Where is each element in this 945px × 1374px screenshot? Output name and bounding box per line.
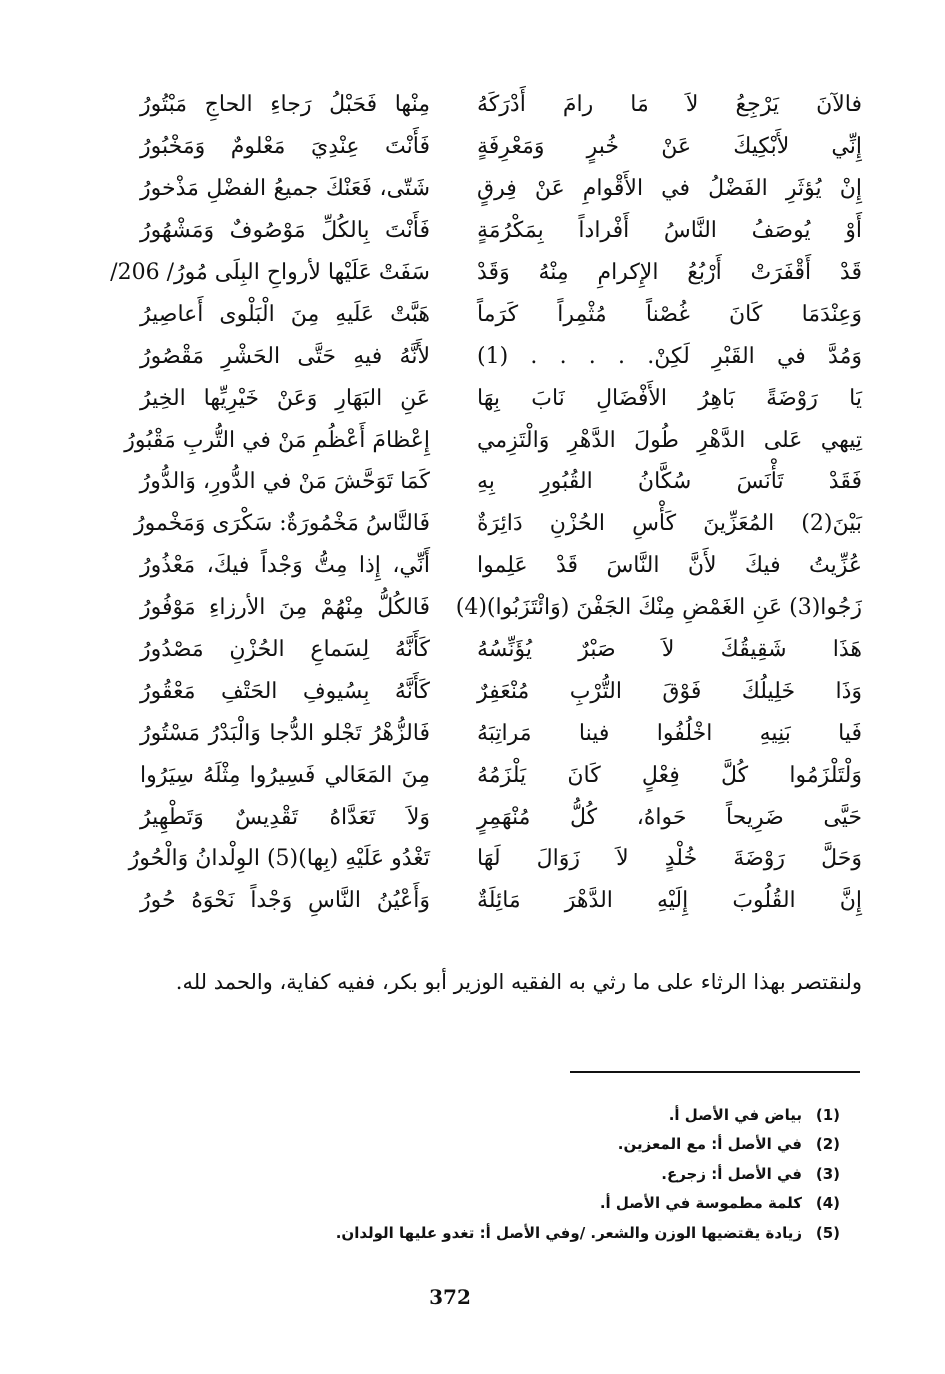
first-hemistich: وَذَا خَلِيلُكَ فَوْقَ التُّرْبِ مُنْعَفِرٌ bbox=[477, 678, 862, 704]
verse bbox=[140, 670, 862, 712]
second-hemistich: فَأَنْتَ بِالكُلِّ مَوْصُوفٌ وَمَشْهُورُ bbox=[140, 218, 430, 244]
verse bbox=[140, 335, 862, 377]
second-hemistich: فَالكُلُّ مِنْهُمْ مِنَ الأرزاءِ مَوْفُورُ bbox=[140, 595, 430, 621]
footnote bbox=[200, 1100, 840, 1130]
verse bbox=[140, 126, 862, 168]
verse bbox=[140, 461, 862, 503]
verse bbox=[134, 503, 862, 545]
verse bbox=[140, 754, 862, 796]
verse bbox=[140, 587, 862, 629]
second-hemistich: كَأَنَّهُ بِسُيوفِ الحَتْفِ مَعْقُورُ bbox=[140, 678, 430, 704]
footnote bbox=[200, 1189, 840, 1219]
verse bbox=[140, 84, 862, 126]
second-hemistich: هَبَّتْ عَلَيهِ مِنَ الْبَلْوى أَعاصِيرُ bbox=[140, 301, 430, 327]
first-hemistich: زَجُوا(3) عَنِ الغَمْضِ مِنْكَ الجَفْنَ (وَائْتَزَبُوا)(4) bbox=[455, 595, 862, 621]
first-hemistich: أَوْ يُوصَفُ النَّاسُ أَفْراداً بِمَكْرُمَةٍ bbox=[477, 218, 862, 244]
footnote-text: في الأصل أ: مع المعزين. bbox=[617, 1135, 802, 1154]
second-hemistich: فَأَنْتَ عِنْدِيَ مَعْلومٌ وَمَخْبُورُ bbox=[140, 134, 430, 160]
first-hemistich: يَا رَوْضَةً بَاهِرُ الأَفْضَالِ نَابَ بِهَا bbox=[477, 385, 862, 411]
second-hemistich: وَلاَ تَعَدَّاهُ تَقْدِيسٌ وَتَطْهِيرُ bbox=[140, 804, 430, 830]
first-hemistich: قَدْ أَقْفَرَتْ أَرْبُعُ الإِكرامِ مِنْهُ وَقَدْ bbox=[477, 260, 862, 285]
first-hemistich: تِيهي عَلى الدَّهْرِ طُولَ الدَّهْرِ وَالْتَزِمي bbox=[477, 427, 862, 453]
second-hemistich: سَفَتْ عَلَيْها لأرواحِ البِلَى مُورُ/ 206/ bbox=[110, 260, 430, 285]
footnote bbox=[200, 1218, 840, 1248]
footnote-text: زيادة يقتضيها الوزن والشعر. /وفي الأصل أ: تغدو عليها الولدان. bbox=[335, 1223, 802, 1242]
footnote-number: (4) bbox=[815, 1194, 840, 1213]
first-hemistich: فالآنَ يَرْجِعُ لاَ مَا رامَ أَدْرَكَهُ bbox=[477, 92, 862, 118]
first-hemistich: فَيا بَنِيهِ اخْلُفُوا فينا مَراتِبَهُ bbox=[477, 720, 862, 746]
verse bbox=[140, 545, 862, 587]
footnote-number: (2) bbox=[815, 1135, 840, 1154]
footnote-divider bbox=[570, 1071, 860, 1073]
prose-paragraph: ولنقتصر بهذا الرثاء على ما رثي به الفقيه الوزير أبو بكر، ففيه كفاية، والحمد لله. bbox=[175, 970, 862, 994]
second-hemistich: كَمَا تَوَحَّشَ مَنْ في الدُّورِ، وَالدُّورُ bbox=[139, 469, 430, 495]
first-hemistich: إِنْ يُؤثَرِ الفَضْلُ في الأَقْوامِ عَنْ فِرقٍ bbox=[477, 176, 862, 202]
second-hemistich: شَتّى، فَعَنْكَ جميعُ الفضْلِ مَذْخورُ bbox=[140, 176, 430, 202]
footnote-text: في الأصل أ: زجرع. bbox=[661, 1164, 802, 1183]
second-hemistich: فَالزُّهْرُ تَجْلو الدُّجا وَالْبَدْرُ مَسْتُورُ bbox=[140, 720, 430, 746]
footnotes bbox=[200, 1100, 840, 1248]
verse bbox=[140, 712, 862, 754]
second-hemistich: وَأَعْيُنُ النَّاسِ وَجْداً نَحْوَهُ حُورُ bbox=[140, 888, 430, 914]
verse bbox=[128, 838, 862, 880]
second-hemistich: تَغْدُو عَلَيْهِ (بِها)(5) الوِلْدانُ وَالْحُورُ bbox=[128, 846, 430, 872]
poem bbox=[110, 84, 862, 922]
second-hemistich: لأَنَّهُ فيهِ حَتَّى الحَشْرِ مَقْصُورُ bbox=[140, 343, 430, 369]
first-hemistich: وَمُدَّ في القَبْرِ لَكِنْ. . . . . (1) bbox=[477, 343, 862, 369]
page-number: 372 bbox=[429, 1285, 471, 1309]
first-hemistich: بَيْنَ(2) المُعَزِّينَ كَأْسِ الحُزْنِ دَائِرَةٌ bbox=[477, 511, 862, 537]
footnote-number: (5) bbox=[815, 1223, 840, 1242]
verse bbox=[140, 293, 862, 335]
first-hemistich: هَذَا شَقِيقُكَ لاَ صَبْرٌ يُؤَنِّسُهُ bbox=[477, 637, 862, 663]
footnote-number: (3) bbox=[815, 1164, 840, 1183]
verse bbox=[140, 629, 862, 671]
first-hemistich: وَلْتَلْزَمُوا كُلَّ فِعْلٍ كَانَ يَلْزَمُهُ bbox=[477, 762, 862, 788]
footnote-text: بياض في الأصل أ. bbox=[668, 1105, 802, 1124]
verse bbox=[140, 210, 862, 252]
second-hemistich: عَنِ البَهَارِ وَعَنْ خَيْرِيِّها الخِيرُ bbox=[140, 385, 430, 411]
first-hemistich: فَقَدْ تَأْنَسَ سُكَّانُ القُبُورِ بِهِ bbox=[477, 469, 862, 495]
second-hemistich: إِعْظامَ أَعْظُمِ مَنْ في التُّربِ مَقْبُورُ bbox=[124, 427, 430, 453]
footnote-text: كلمة مطموسة في الأصل أ. bbox=[599, 1194, 802, 1213]
first-hemistich: إِنِّي لأَبْكِيكَ عَنْ خُبرٍ وَمَعْرِفَةٍ bbox=[477, 134, 862, 160]
verse bbox=[140, 168, 862, 210]
verse bbox=[140, 377, 862, 419]
second-hemistich: فَالنَّاسُ مَخْمُورَةٌ: سَكْرَى وَمَخْمورُ bbox=[134, 511, 430, 537]
verse bbox=[140, 796, 862, 838]
second-hemistich: كَأَنَّهُ لِسَماعِ الحُزْنِ مَصْدُورُ bbox=[140, 637, 430, 663]
second-hemistich: مِنْها فَحَبْلُ رَجاءِ الحاجِ مَبْتُورُ bbox=[140, 92, 430, 118]
first-hemistich: عُزِّيتُ فيكَ لأَنَّ النَّاسَ قَدْ عَلِموا bbox=[477, 553, 862, 579]
footnote bbox=[200, 1130, 840, 1160]
first-hemistich: وَحَلَّ رَوْضَةَ خُلْدٍ لاَ زَوَالَ لَهَا bbox=[477, 846, 862, 872]
verse bbox=[110, 252, 862, 294]
verse bbox=[140, 880, 862, 922]
footnote bbox=[200, 1159, 840, 1189]
footnote-number: (1) bbox=[815, 1105, 840, 1124]
second-hemistich: مِنَ المَعَالي فَسِيرُوا مِثْلَهُ سِيَرُوا bbox=[140, 762, 430, 788]
first-hemistich: وَعِنْدَمَا كَانَ غُصْناً مُثْمِراً كَرَماً bbox=[477, 301, 862, 327]
first-hemistich: حَيَّى ضَرِيحاً حَواهُ، كُلُّ مُنْهَمِرٍ bbox=[477, 804, 862, 830]
second-hemistich: أَنِّي، إِذا مِتُّ وَجْداً فيكَ، مَعْذُورُ bbox=[140, 553, 430, 579]
first-hemistich: إِنَّ القُلُوبَ إِلَيْهِ الدَّهْرَ مَائِلَةٌ bbox=[477, 888, 862, 914]
verse bbox=[124, 419, 862, 461]
